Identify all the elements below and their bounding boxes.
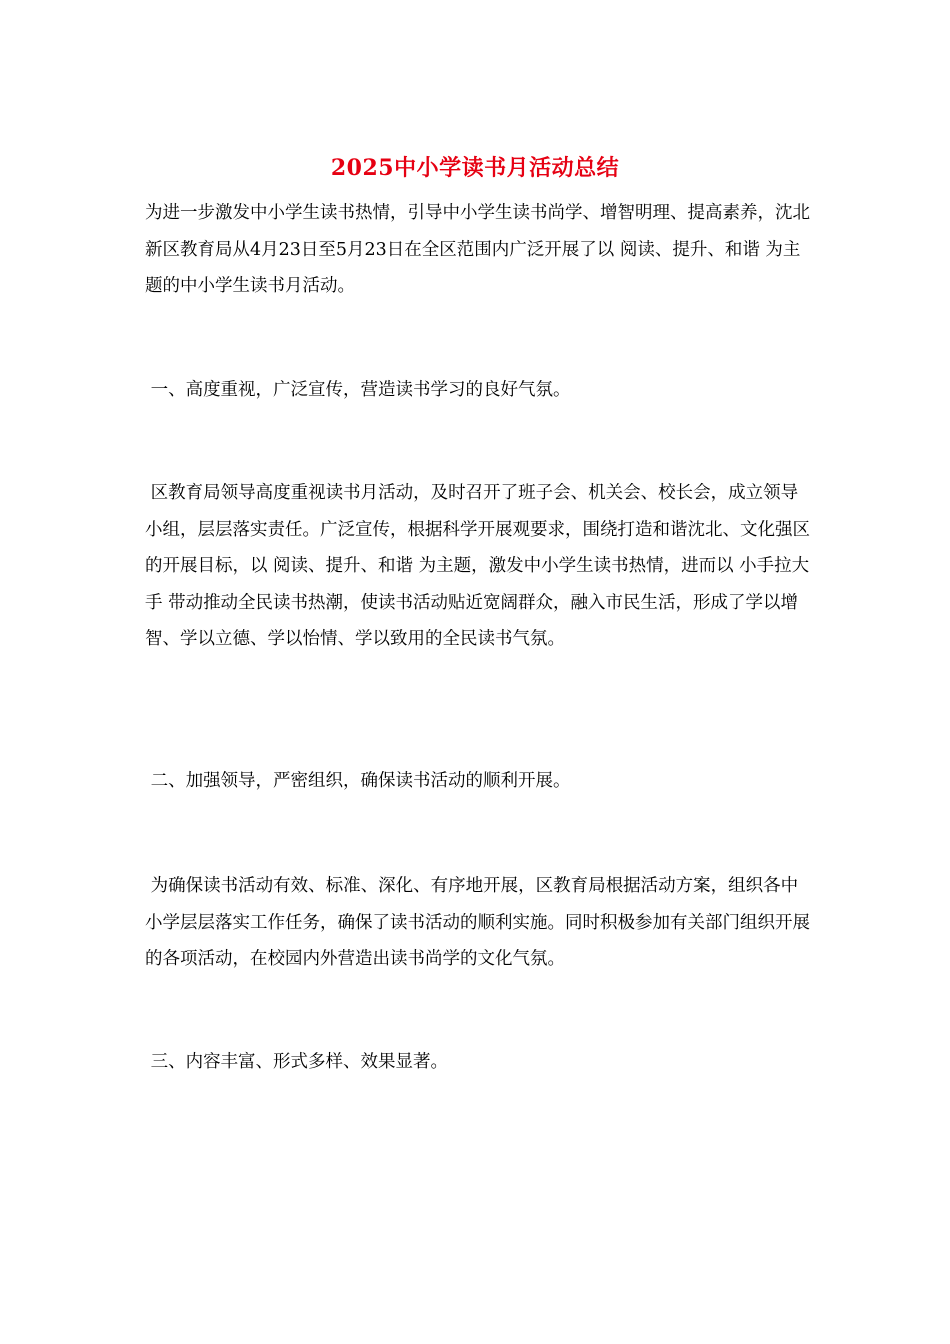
section-3-heading: 三、内容丰富、形式多样、效果显著。 [145, 1052, 449, 1072]
section-2-heading: 二、加强领导，严密组织，确保读书活动的顺利开展。 [145, 771, 571, 791]
document-title: 2025中小学读书月活动总结 [330, 155, 620, 181]
section-1-body: 区教育局领导高度重视读书月活动，及时召开了班子会、机关会、校长会，成立领导小组，层层落实责任。广泛宣传，根据科学开展观要求，围绕打造和谐沈北、文化强区的开展目标，以 阅读、提升、和谐 为主题，激发中小学生读书热情，进而以 小手拉大手 带动推动全民读书热潮，使读书活动贴近宽阔群众，融入市民生活，形成了学以增智、学以立德、学以怡情、学以致用的全民读书气氛。 [145, 483, 810, 649]
section-1-heading: 一、高度重视，广泛宣传，营造读书学习的良好气氛。 [145, 380, 571, 400]
intro-paragraph: 为进一步激发中小学生读书热情，引导中小学生读书尚学、增智明理、提高素养，沈北新区教育局从4月23日至5月23日在全区范围内广泛开展了以 阅读、提升、和谐 为主题的中小学生读书月活动。 [145, 203, 810, 296]
section-2-body: 为确保读书活动有效、标准、深化、有序地开展，区教育局根据活动方案，组织各中小学层层落实工作任务，确保了读书活动的顺利实施。同时积极参加有关部门组织开展的各项活动，在校园内外营造出读书尚学的文化气氛。 [145, 876, 810, 969]
